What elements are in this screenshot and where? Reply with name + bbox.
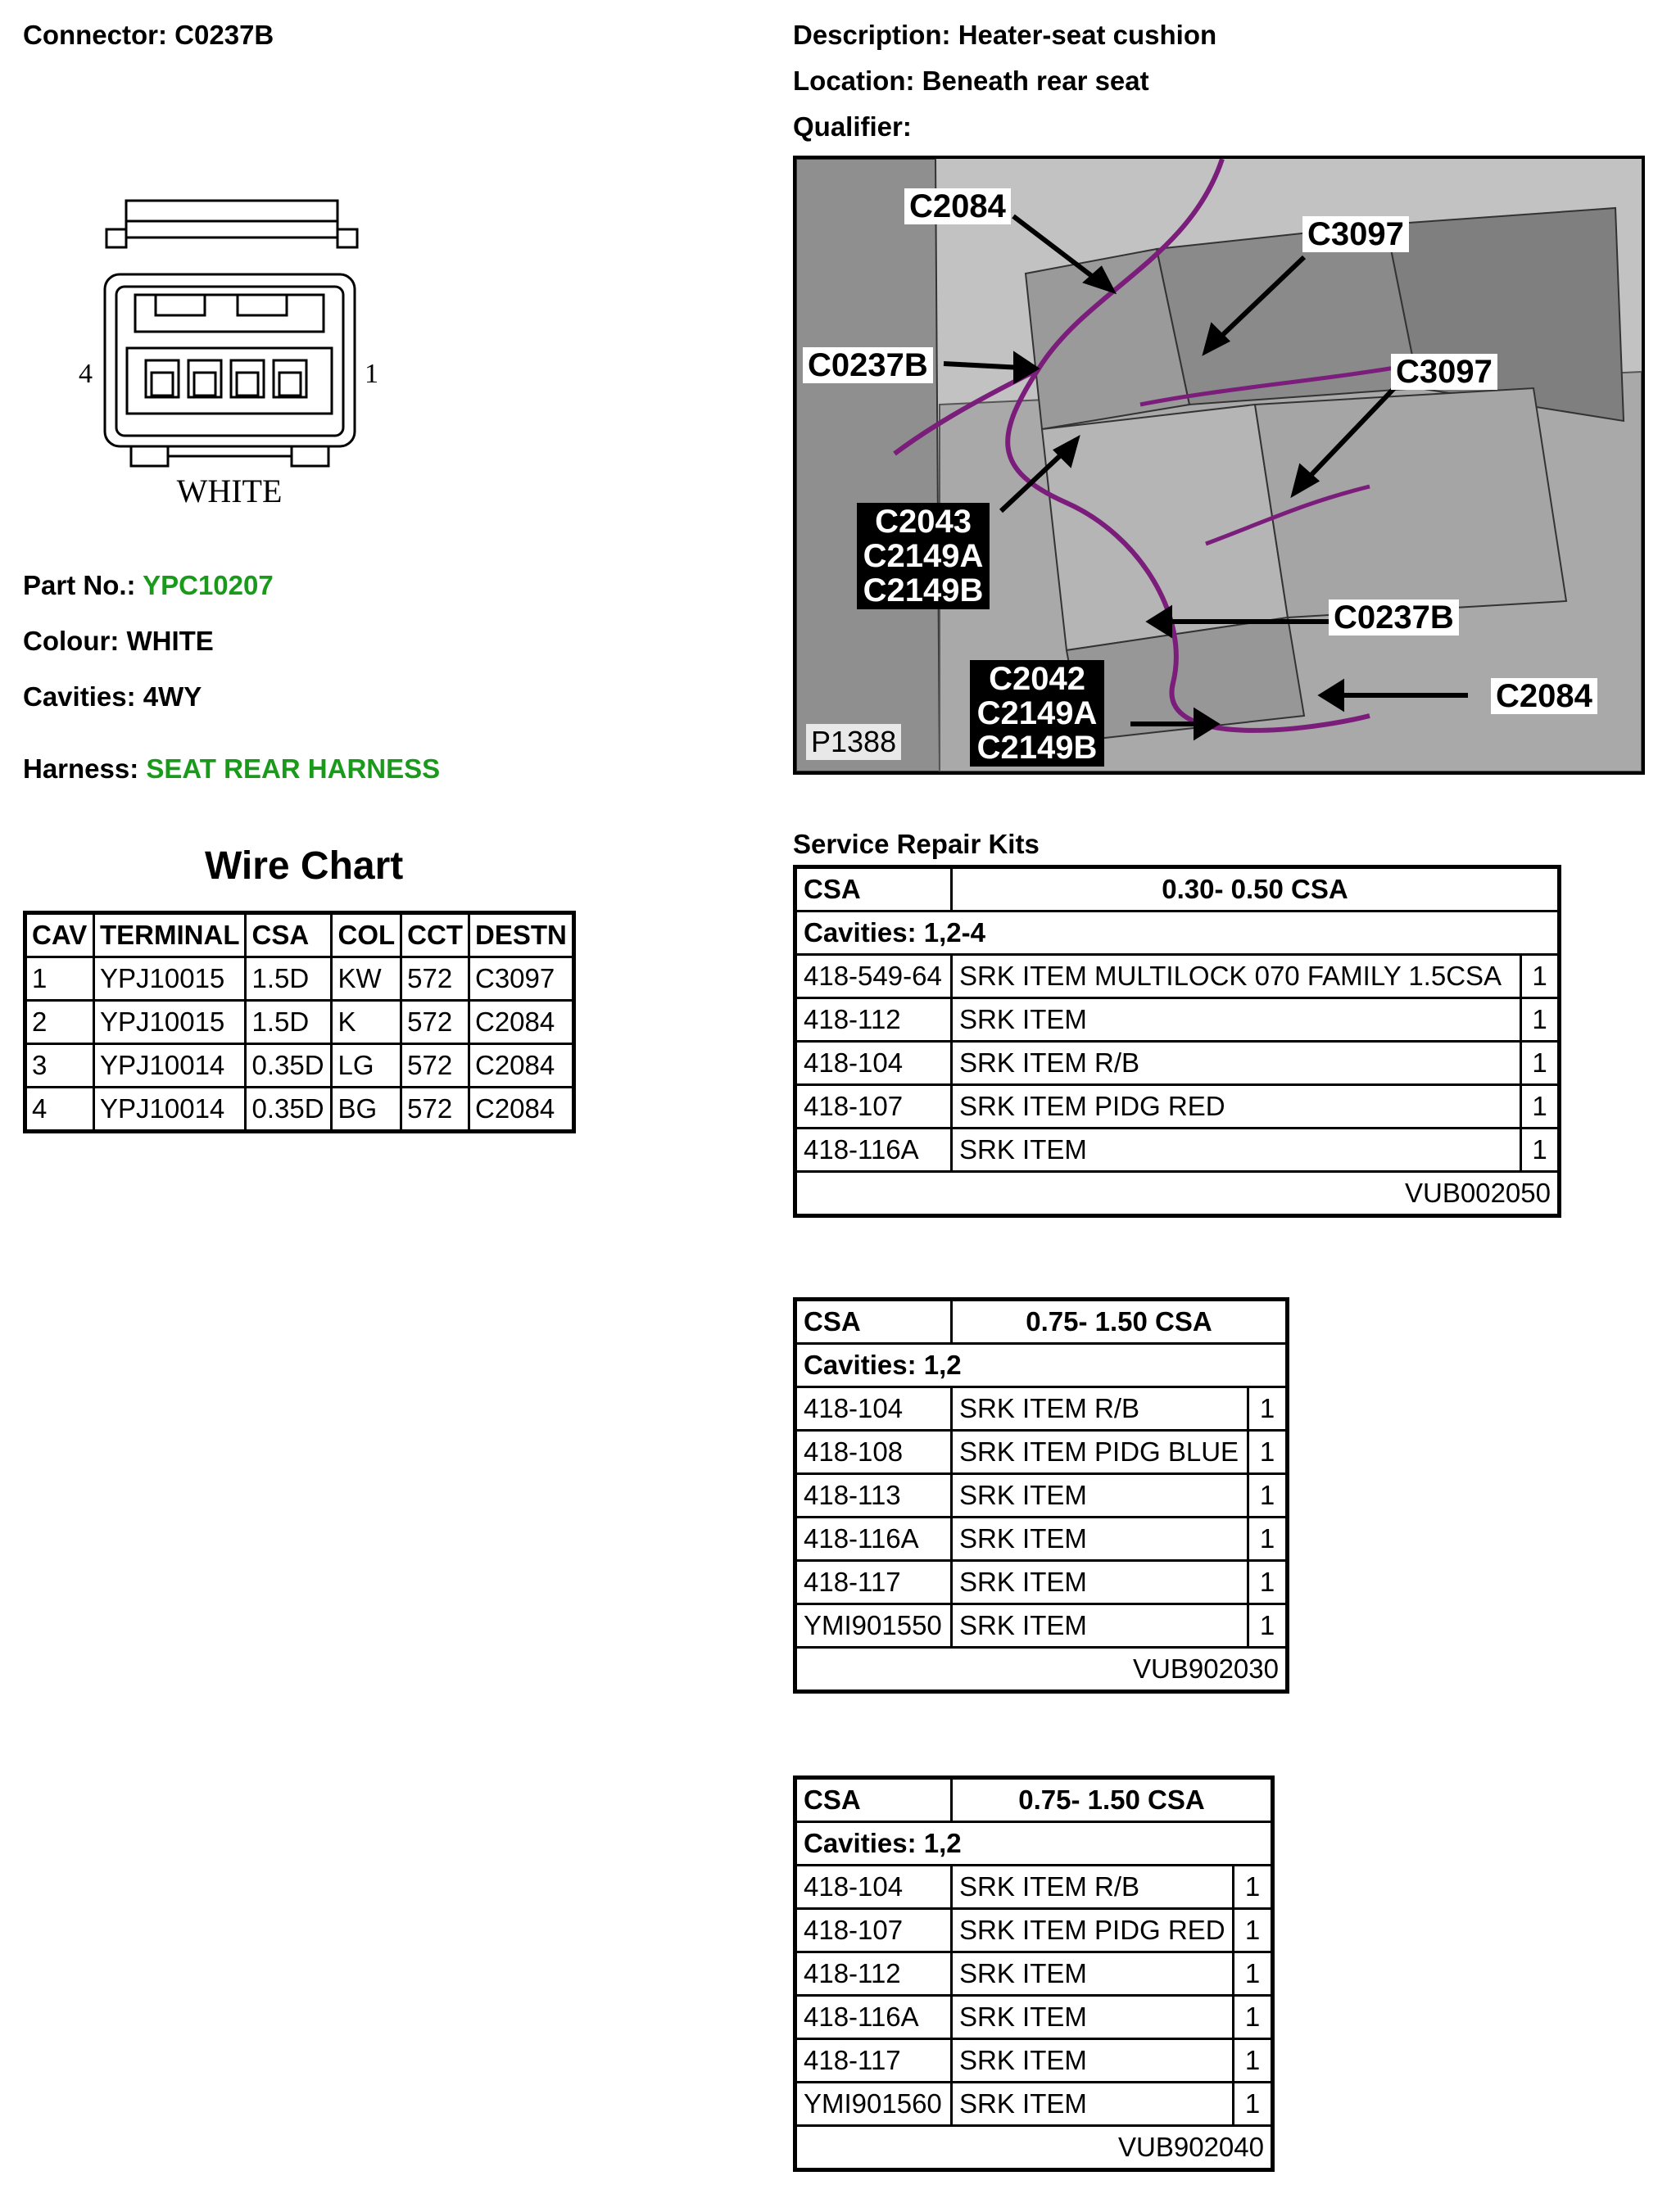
location-photo: [793, 156, 1645, 775]
part-number: Part No.: YPC10207: [23, 570, 274, 600]
table-row: 418-113 SRK ITEM 1: [797, 1475, 1285, 1518]
table-row: 418-107 SRK ITEM PIDG RED 1: [797, 1086, 1557, 1129]
srk-code: VUB902030: [1133, 1653, 1279, 1684]
callout-c2042-group: C2042 C2149A C2149B: [970, 660, 1104, 767]
callout-c0237b-right: C0237B: [1329, 599, 1459, 636]
colour: Colour: WHITE: [23, 626, 214, 656]
table-row: 418-116A SRK ITEM 1: [797, 1997, 1271, 2040]
table-row: 4 YPJ10014 0.35D BG 572 C2084: [25, 1088, 574, 1132]
table-row: 418-117 SRK ITEM 1: [797, 1562, 1285, 1605]
srk-table-2: CSA 0.75- 1.50 CSA Cavities: 1,2 418-104 SRK ITEM R/B 1 418-108 SRK ITEM PIDG BLUE 1 418-113 SRK ITEM 1 418-116A SRK ITEM 1 418-117 SRK ITEM 1 YMI901550 SRK ITEM 1 VUB902030: [793, 1297, 1289, 1694]
srk-code: VUB002050: [1405, 1178, 1551, 1208]
table-row: YMI901560 SRK ITEM 1: [797, 2083, 1271, 2127]
callout-c3097-top: C3097: [1302, 216, 1409, 252]
table-row: 2 YPJ10015 1.5D K 572 C2084: [25, 1001, 574, 1044]
table-row: 418-104 SRK ITEM R/B 1: [797, 1388, 1285, 1432]
srk-code: VUB902040: [1118, 2132, 1264, 2162]
table-row: 1 YPJ10015 1.5D KW 572 C3097: [25, 957, 574, 1001]
pin-1-label: 1: [365, 359, 378, 389]
connector-id: Connector: C0237B: [23, 20, 274, 50]
table-row: 418-116A SRK ITEM 1: [797, 1518, 1285, 1562]
callout-c0237b-left: C0237B: [803, 347, 933, 383]
connector-diagram: [74, 192, 385, 512]
table-row: 3 YPJ10014 0.35D LG 572 C2084: [25, 1044, 574, 1088]
location: Location: Beneath rear seat: [793, 66, 1149, 96]
wire-chart-title: Wire Chart: [205, 844, 404, 888]
description: Description: Heater-seat cushion: [793, 20, 1217, 50]
table-row: 418-108 SRK ITEM PIDG BLUE 1: [797, 1432, 1285, 1475]
wire-chart-table: [23, 911, 576, 1133]
wire-chart-header-row: CAV TERMINAL CSA COL CCT DESTN: [25, 913, 574, 957]
table-row: 418-116A SRK ITEM 1: [797, 1129, 1557, 1173]
harness: Harness: SEAT REAR HARNESS: [23, 753, 441, 784]
table-row: 418-549-64 SRK ITEM MULTILOCK 070 FAMILY 1.5CSA 1: [797, 956, 1557, 999]
callout-c2043-group: C2043 C2149A C2149B: [857, 503, 990, 609]
table-row: 418-112 SRK ITEM 1: [797, 1953, 1271, 1997]
srk-table-3: CSA 0.75- 1.50 CSA Cavities: 1,2 418-104 SRK ITEM R/B 1 418-107 SRK ITEM PIDG RED 1 418-112 SRK ITEM 1 418-116A SRK ITEM 1 418-117 SRK ITEM 1 YMI901560 SRK ITEM 1 VUB902040: [793, 1775, 1275, 2172]
callout-c2084-top: C2084: [904, 188, 1011, 224]
table-row: 418-104 SRK ITEM R/B 1: [797, 1043, 1557, 1086]
cavities: Cavities: 4WY: [23, 681, 202, 712]
callout-c3097-mid: C3097: [1391, 354, 1497, 390]
table-row: YMI901550 SRK ITEM 1: [797, 1605, 1285, 1649]
table-row: 418-117 SRK ITEM 1: [797, 2040, 1271, 2083]
qualifier: Qualifier:: [793, 111, 912, 142]
connector-color-caption: WHITE: [176, 473, 283, 509]
table-row: 418-104 SRK ITEM R/B 1: [797, 1866, 1271, 1910]
table-row: 418-112 SRK ITEM 1: [797, 999, 1557, 1043]
callout-c2084-right: C2084: [1491, 678, 1597, 714]
table-row: 418-107 SRK ITEM PIDG RED 1: [797, 1910, 1271, 1953]
srk-table-1: CSA 0.30- 0.50 CSA Cavities: 1,2-4 418-549-64 SRK ITEM MULTILOCK 070 FAMILY 1.5CSA 1 418-112 SRK ITEM 1 418-104 SRK ITEM R/B 1 418-107 SRK ITEM PIDG RED 1 418-116A SRK ITEM 1 VUB002050: [793, 865, 1561, 1218]
photo-id: P1388: [806, 724, 901, 760]
service-repair-title: Service Repair Kits: [793, 829, 1040, 859]
pin-4-label: 4: [79, 359, 93, 389]
